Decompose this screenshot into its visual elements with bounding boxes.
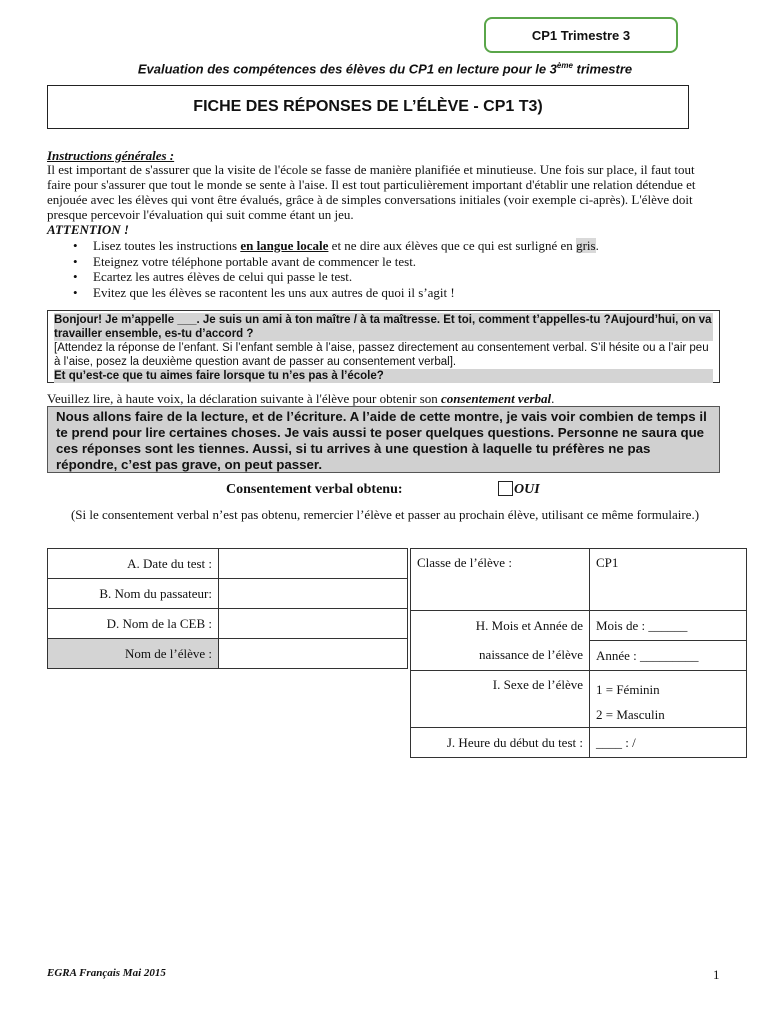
greeting-question: Et qu’est-ce que tu aimes faire lorsque tu n’es pas à l’école? [54, 369, 713, 383]
sex-options[interactable] [590, 671, 747, 728]
instructions-paragraph: Il est important de s'assurer que la visite de l'école se fasse de manière planifiée et minutieuse. Une fois sur place, il faut tout faire pour s'assurer que tout le monde se sente à l'aise. Il est tout particulièrement important d'établir une relation détendue et enjouée avec les élèves qui vont être évalués, grâce à de simples conversations initiales (voir exemple ci-après). L'élève doit presque percevoir l'évaluation qui suit comme étant un jeu. [47, 162, 696, 222]
bullet-item: • Ecartez les autres élèves de celui qui passe le test. [47, 269, 717, 285]
instructions-heading: Instructions générales : [47, 148, 175, 163]
greeting-instruction: [Attendez la réponse de l’enfant. Si l’enfant semble à l’aise, passez directement au consentement verbal. S’il hésite ou a l’air peu à l’aise, posez la deuxième question avant de passer au consentement verbal]. [54, 342, 709, 368]
consent-label: Consentement verbal obtenu: [226, 482, 403, 497]
birth-year-field[interactable]: Année : _________ [590, 641, 747, 671]
subtitle: Evaluation des compétences des élèves du CP1 en lecture pour le 3ème trimestre [137, 61, 633, 77]
classe-label: Classe de l’élève : [411, 549, 590, 611]
greeting-box [47, 310, 720, 383]
sex-option-male[interactable]: 2 = Masculin [596, 707, 665, 722]
birth-label-2: naissance de l’élève [411, 641, 590, 671]
field-label: D. Nom de la CEB : [48, 609, 219, 639]
attention-label: ATTENTION ! [47, 222, 129, 237]
sex-label: I. Sexe de l’élève [411, 671, 590, 728]
page-title: FICHE DES RÉPONSES DE L’ÉLÈVE - CP1 T3) [47, 85, 689, 129]
trimester-badge: CP1 Trimestre 3 [484, 17, 678, 53]
read-instruction: Veuillez lire, à haute voix, la déclaration suivante à l'élève pour obtenir son consentement verbal. [47, 391, 555, 406]
bullet-item: • Evitez que les élèves se racontent les uns aux autres de quoi il s’agit ! [47, 285, 717, 301]
start-time-label: J. Heure du début du test : [411, 728, 590, 758]
bullet-item: • Lisez toutes les instructions en langue locale et ne dire aux élèves que ce qui est surligné en gris. [47, 238, 717, 254]
bullet-item: • Eteignez votre téléphone portable avant de commencer le test. [47, 254, 717, 270]
consent-checkbox[interactable] [498, 481, 513, 496]
greeting-text: Bonjour! Je m’appelle ___. Je suis un ami à ton maître / à ta maîtresse. Et toi, comment t’appelles-tu ?Aujourd’hui, on va travailler ensemble, es-tu d’accord ? [54, 314, 712, 340]
birth-label: H. Mois et Année de [411, 611, 590, 641]
passateur-field[interactable] [219, 579, 408, 609]
footer-label: EGRA Français Mai 2015 [47, 967, 166, 979]
field-label: A. Date du test : [48, 549, 219, 579]
ceb-field[interactable] [219, 609, 408, 639]
field-label: Nom de l’élève : [48, 639, 219, 669]
classe-value[interactable]: CP1 [590, 549, 747, 611]
start-time-field[interactable]: ____ : / [590, 728, 747, 758]
student-name-field[interactable] [219, 639, 408, 669]
instruction-bullets [47, 238, 717, 300]
field-label: B. Nom du passateur: [48, 579, 219, 609]
sex-option-female[interactable]: 1 = Féminin [596, 682, 660, 697]
student-info-table [47, 548, 408, 669]
consent-note: (Si le consentement verbal n’est pas obtenu, remercier l’élève et passer au prochain élève, utilisant ce même formulaire.) [70, 507, 700, 522]
date-field[interactable] [219, 549, 408, 579]
consent-oui-label: OUI [514, 482, 540, 497]
page-number: 1 [713, 967, 720, 982]
student-details-table [410, 548, 747, 758]
birth-month-field[interactable]: Mois de : ______ [590, 611, 747, 641]
consent-statement: Nous allons faire de la lecture, et de l’écriture. A l’aide de cette montre, je vais voir combien de temps il te prend pour lire certaines choses. Je vais aussi te poser quelques questions. Personne ne saura que ces réponses sont les tiennes. Aussi, si tu arrives à une question à laquelle tu préfères ne pas répondre, c’est pas grave, on peut passer. [47, 406, 720, 473]
